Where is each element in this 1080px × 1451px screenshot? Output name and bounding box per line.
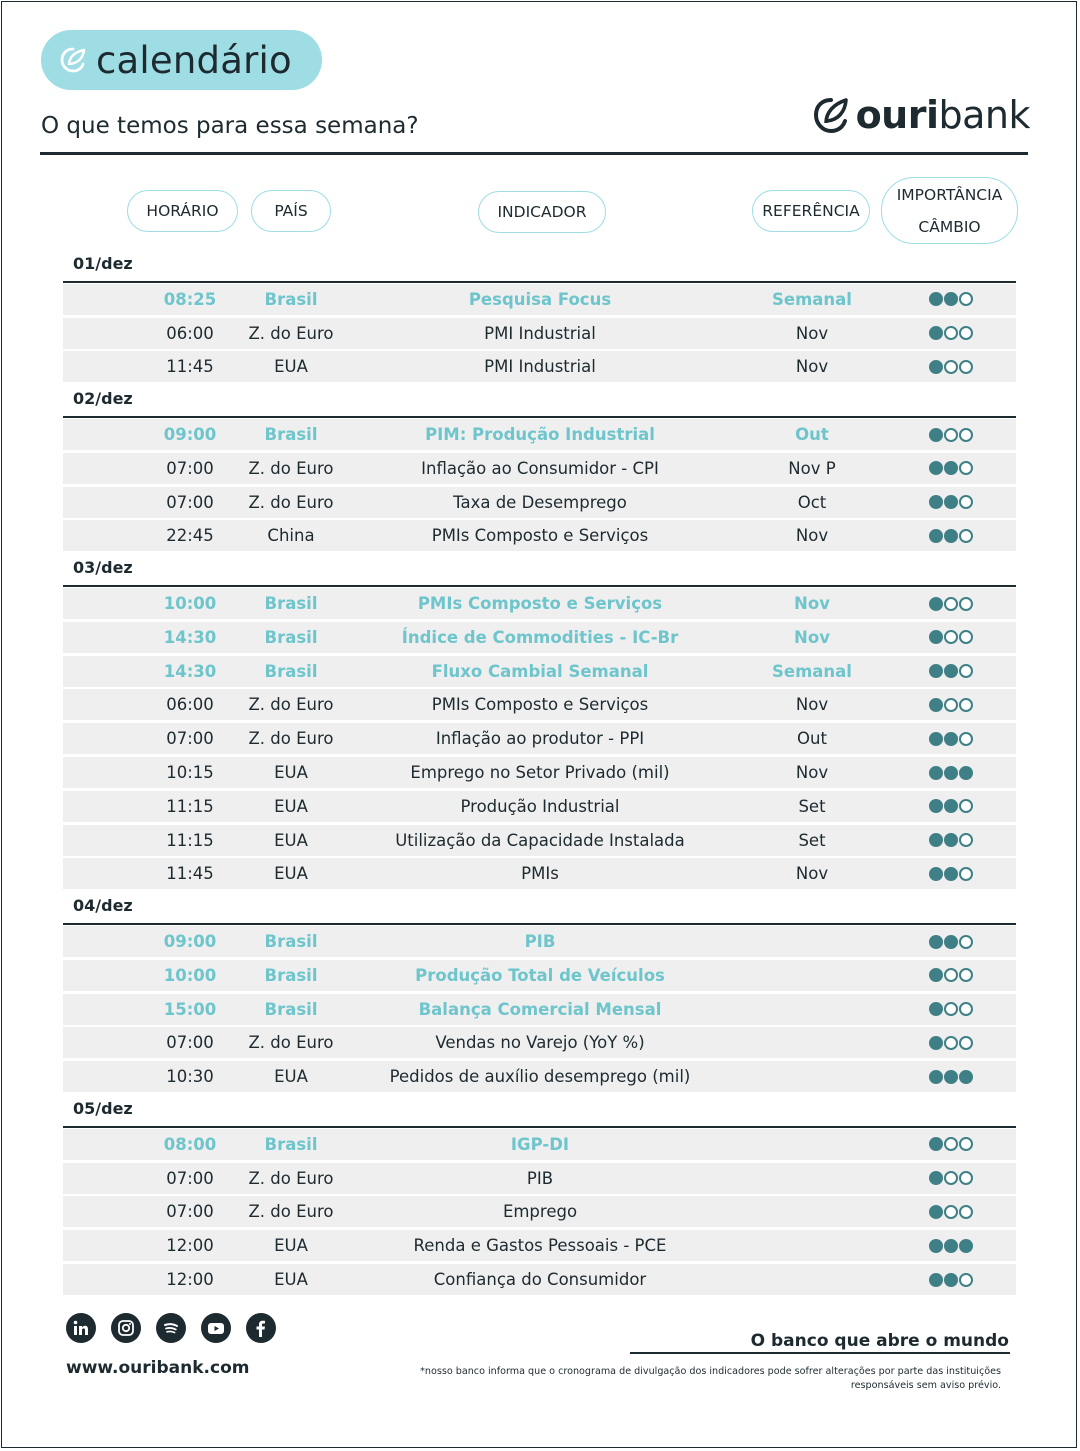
importance-dot-filled: [944, 935, 958, 949]
row-time: 10:15: [166, 763, 214, 782]
row-reference: [762, 1230, 862, 1261]
importance-dot-empty: [944, 698, 958, 712]
column-header-reference: REFERÊNCIA: [752, 190, 870, 232]
importance-dot-empty: [944, 630, 958, 644]
table-row: [63, 1196, 1016, 1227]
row-indicator: Inflação ao produtor - PPI: [435, 729, 645, 749]
row-reference: Nov: [795, 323, 829, 343]
row-indicator: PMIs Composto e Serviços: [431, 695, 649, 715]
importance-indicator: [921, 656, 981, 687]
importance-indicator: [921, 520, 981, 551]
row-time: 08:25: [163, 289, 217, 309]
row-time: 08:00: [163, 1134, 217, 1154]
page-title: calendário: [96, 38, 292, 82]
importance-dot-empty: [944, 597, 958, 611]
table-row: [63, 1027, 1016, 1058]
day-label: 01/dez: [73, 254, 133, 273]
day-divider: [63, 585, 1016, 587]
row-time: 07:00: [166, 1033, 214, 1053]
importance-dot-filled: [944, 867, 958, 881]
importance-dot-empty: [959, 1273, 973, 1287]
row-indicator: PMIs Composto e Serviços: [417, 594, 663, 613]
importance-dot-filled: [929, 732, 943, 746]
social-links: [66, 1313, 276, 1343]
row-reference: [762, 1264, 862, 1295]
row-time: 07:00: [166, 1168, 214, 1188]
importance-dot-filled: [944, 732, 958, 746]
importance-dot-empty: [959, 698, 973, 712]
row-indicator: Balança Comercial Mensal: [418, 999, 662, 1019]
instagram-icon[interactable]: [111, 1313, 141, 1343]
row-time: 10:00: [163, 965, 217, 985]
importance-dot-filled: [929, 1137, 943, 1151]
importance-indicator: [921, 487, 981, 518]
importance-dot-filled: [929, 1070, 943, 1084]
column-header-indicator: INDICADOR: [478, 191, 606, 233]
importance-dot-empty: [959, 360, 973, 374]
row-time: 07:00: [166, 1202, 214, 1222]
row-country: China: [267, 526, 315, 546]
day-divider: [63, 923, 1016, 925]
importance-dot-filled: [944, 1070, 958, 1084]
row-reference: Nov: [795, 695, 829, 715]
importance-dot-filled: [944, 1239, 958, 1253]
importance-indicator: [921, 284, 981, 315]
importance-indicator: [921, 858, 981, 889]
importance-indicator: [921, 1027, 981, 1058]
row-time: 11:45: [166, 357, 214, 377]
row-reference: Out: [795, 425, 829, 444]
brand-name-regular: bank: [938, 93, 1030, 137]
importance-dot-filled: [944, 529, 958, 543]
row-country: EUA: [274, 1270, 308, 1289]
importance-indicator: [921, 926, 981, 957]
importance-dot-filled: [929, 698, 943, 712]
column-header-importance: [881, 177, 1018, 244]
row-reference: Nov: [795, 357, 829, 377]
importance-dot-empty: [944, 326, 958, 340]
table-row: [63, 994, 1016, 1025]
importance-dot-empty: [959, 292, 973, 306]
row-indicator: Inflação ao Consumidor - CPI: [421, 458, 659, 478]
row-time: 06:00: [166, 695, 214, 715]
importance-dot-empty: [959, 1036, 973, 1050]
row-reference: [762, 1196, 862, 1227]
importance-indicator: [921, 689, 981, 720]
row-indicator: Emprego: [502, 1202, 578, 1222]
table-row: [63, 284, 1016, 315]
importance-indicator: [921, 960, 981, 991]
column-header-time: HORÁRIO: [127, 190, 238, 232]
importance-dot-empty: [959, 428, 973, 442]
table-row: [63, 858, 1016, 889]
importance-dot-empty: [959, 968, 973, 982]
row-country: Z. do Euro: [248, 729, 334, 749]
row-indicator: PIB: [526, 1168, 554, 1188]
day-divider: [63, 1126, 1016, 1128]
row-reference: Nov: [795, 763, 829, 782]
table-row: [63, 960, 1016, 991]
day-divider: [63, 281, 1016, 283]
importance-dot-empty: [959, 461, 973, 475]
row-indicator: PIB: [524, 932, 556, 951]
row-country: Brasil: [264, 1134, 318, 1154]
table-row: [63, 825, 1016, 856]
row-reference: Nov: [794, 594, 830, 613]
importance-indicator: [921, 588, 981, 619]
row-indicator: Taxa de Desemprego: [453, 492, 627, 512]
importance-dot-filled: [944, 799, 958, 813]
importance-dot-empty: [959, 597, 973, 611]
row-country: EUA: [274, 357, 308, 377]
importance-indicator: [921, 757, 981, 788]
table-row: [63, 1163, 1016, 1194]
row-indicator: Confiança do Consumidor: [433, 1270, 647, 1289]
row-indicator: Fluxo Cambial Semanal: [431, 661, 649, 681]
importance-dot-filled: [929, 1002, 943, 1016]
table-row: [63, 791, 1016, 822]
row-reference: [762, 926, 862, 957]
row-country: Brasil: [264, 289, 318, 309]
importance-dot-empty: [944, 1205, 958, 1219]
importance-indicator: [921, 825, 981, 856]
row-time: 12:00: [166, 1270, 214, 1289]
importance-dot-empty: [944, 1036, 958, 1050]
row-country: Z. do Euro: [248, 1168, 334, 1188]
row-time: 11:45: [166, 864, 214, 884]
row-time: 14:30: [163, 627, 217, 647]
row-country: Brasil: [264, 594, 318, 613]
row-time: 11:15: [166, 796, 214, 816]
row-reference: Nov: [795, 864, 829, 884]
table-row: [63, 1129, 1016, 1160]
importance-dot-empty: [959, 1171, 973, 1185]
row-indicator: Pesquisa Focus: [468, 289, 612, 309]
row-time: 14:30: [163, 661, 217, 681]
row-reference: [762, 1027, 862, 1058]
table-row: [63, 656, 1016, 687]
row-time: 07:00: [166, 492, 214, 512]
row-country: EUA: [274, 1236, 308, 1256]
footer-divider: [630, 1352, 1010, 1354]
importance-dot-filled: [929, 360, 943, 374]
importance-dot-empty: [944, 1137, 958, 1151]
table-row: [63, 520, 1016, 551]
row-indicator: Utilização da Capacidade Instalada: [395, 830, 685, 850]
importance-indicator: [921, 1129, 981, 1160]
row-country: EUA: [274, 830, 308, 850]
row-reference: Nov P: [788, 458, 836, 478]
importance-dot-filled: [929, 326, 943, 340]
row-country: Brasil: [264, 999, 318, 1019]
importance-indicator: [921, 723, 981, 754]
row-country: Brasil: [264, 661, 318, 681]
importance-indicator: [921, 622, 981, 653]
row-reference: Semanal: [772, 661, 852, 681]
importance-dot-filled: [929, 630, 943, 644]
row-indicator: Índice de Commodities - IC-Br: [401, 627, 679, 647]
table-row: [63, 419, 1016, 450]
importance-dot-filled: [944, 833, 958, 847]
importance-dot-filled: [929, 799, 943, 813]
importance-dot-empty: [959, 326, 973, 340]
table-row: [63, 588, 1016, 619]
row-time: 09:00: [163, 425, 217, 444]
brand-name-bold: ouri: [855, 93, 939, 137]
row-indicator: Emprego no Setor Privado (mil): [410, 763, 670, 782]
slogan: O banco que abre o mundo: [750, 1331, 1009, 1351]
brand-logo: [812, 93, 1030, 137]
youtube-icon[interactable]: [201, 1313, 231, 1343]
importance-indicator: [921, 1230, 981, 1261]
importance-dot-empty: [959, 935, 973, 949]
table-row: [63, 723, 1016, 754]
table-row: [63, 926, 1016, 957]
row-indicator: PIM: Produção Industrial: [425, 425, 655, 444]
importance-dot-empty: [944, 1002, 958, 1016]
row-country: Z. do Euro: [248, 1033, 334, 1053]
row-reference: Oct: [797, 492, 827, 512]
importance-dot-filled: [929, 292, 943, 306]
importance-dot-empty: [944, 360, 958, 374]
importance-dot-filled: [929, 529, 943, 543]
row-reference: [762, 1129, 862, 1160]
importance-dot-filled: [929, 1239, 943, 1253]
row-reference: Set: [798, 830, 826, 850]
row-reference: Semanal: [772, 289, 852, 309]
spotify-icon[interactable]: [156, 1313, 186, 1343]
importance-dot-empty: [959, 833, 973, 847]
leaf-icon: [58, 45, 88, 75]
row-reference: Nov: [795, 526, 829, 546]
row-reference: [762, 1061, 862, 1092]
table-row: [63, 689, 1016, 720]
calendar-title-pill: [41, 30, 322, 90]
importance-dot-filled: [929, 495, 943, 509]
column-header-importance-line1: IMPORTÂNCIA: [896, 185, 1003, 204]
importance-dot-filled: [929, 461, 943, 475]
row-time: 07:00: [166, 458, 214, 478]
importance-dot-filled: [929, 867, 943, 881]
row-reference: Out: [797, 729, 827, 749]
row-indicator: Pedidos de auxílio desemprego (mil): [389, 1067, 691, 1087]
importance-dot-empty: [959, 732, 973, 746]
importance-dot-empty: [944, 968, 958, 982]
row-time: 07:00: [166, 729, 214, 749]
table-row: [63, 453, 1016, 484]
importance-indicator: [921, 1196, 981, 1227]
day-divider: [63, 416, 1016, 418]
importance-dot-filled: [944, 461, 958, 475]
row-reference: [762, 994, 862, 1025]
importance-indicator: [921, 1163, 981, 1194]
row-indicator: PMI Industrial: [484, 323, 596, 343]
row-country: Z. do Euro: [248, 695, 334, 715]
facebook-icon[interactable]: [246, 1313, 276, 1343]
row-country: EUA: [274, 864, 308, 884]
website-link[interactable]: www.ouribank.com: [66, 1358, 250, 1378]
day-label: 03/dez: [73, 558, 133, 578]
importance-dot-empty: [959, 630, 973, 644]
importance-dot-filled: [929, 428, 943, 442]
importance-dot-empty: [959, 1137, 973, 1151]
importance-dot-empty: [959, 495, 973, 509]
row-country: Z. do Euro: [248, 1202, 334, 1222]
linkedin-icon[interactable]: [66, 1313, 96, 1343]
importance-indicator: [921, 318, 981, 349]
table-row: [63, 1264, 1016, 1295]
row-time: 12:00: [166, 1236, 214, 1256]
row-time: 09:00: [163, 932, 217, 951]
table-row: [63, 757, 1016, 788]
disclaimer: *nosso banco informa que o cronograma de divulgação dos indicadores pode sofrer alterações por parte das instituições responsáveis sem aviso prévio.: [420, 1366, 1001, 1391]
row-time: 11:15: [166, 830, 214, 850]
row-indicator: Vendas no Varejo (YoY %): [435, 1033, 645, 1053]
row-indicator: PMI Industrial: [484, 357, 596, 377]
row-country: Brasil: [264, 965, 318, 985]
importance-dot-empty: [959, 1205, 973, 1219]
importance-dot-filled: [959, 1070, 973, 1084]
importance-indicator: [921, 419, 981, 450]
table-row: [63, 622, 1016, 653]
importance-dot-filled: [929, 1273, 943, 1287]
importance-dot-empty: [959, 1002, 973, 1016]
importance-dot-filled: [944, 495, 958, 509]
row-country: Brasil: [264, 627, 318, 647]
table-row: [63, 1061, 1016, 1092]
row-country: Z. do Euro: [248, 492, 334, 512]
importance-dot-filled: [959, 766, 973, 780]
importance-dot-empty: [944, 1171, 958, 1185]
importance-dot-filled: [944, 664, 958, 678]
importance-indicator: [921, 791, 981, 822]
importance-dot-filled: [929, 935, 943, 949]
row-time: 22:45: [166, 526, 214, 546]
importance-dot-filled: [959, 1239, 973, 1253]
importance-dot-empty: [959, 529, 973, 543]
row-country: Z. do Euro: [248, 458, 334, 478]
importance-dot-empty: [944, 428, 958, 442]
row-reference: [762, 1163, 862, 1194]
row-reference: [762, 960, 862, 991]
row-time: 10:30: [166, 1067, 214, 1087]
row-indicator: Produção Total de Veículos: [415, 965, 665, 985]
day-label: 05/dez: [73, 1099, 133, 1118]
importance-dot-empty: [959, 799, 973, 813]
importance-dot-filled: [944, 292, 958, 306]
row-country: EUA: [274, 796, 308, 816]
importance-indicator: [921, 1264, 981, 1295]
row-indicator: PMIs: [521, 864, 559, 884]
importance-dot-filled: [929, 968, 943, 982]
importance-indicator: [921, 453, 981, 484]
day-label: 02/dez: [73, 389, 133, 409]
importance-dot-filled: [929, 766, 943, 780]
column-header-importance-line2: CÂMBIO: [918, 217, 981, 236]
row-country: EUA: [274, 763, 308, 782]
importance-indicator: [921, 1061, 981, 1092]
importance-dot-filled: [929, 1205, 943, 1219]
row-indicator: Renda e Gastos Pessoais - PCE: [413, 1236, 667, 1256]
row-indicator: PMIs Composto e Serviços: [431, 526, 649, 546]
row-time: 10:00: [163, 594, 217, 613]
row-reference: Set: [798, 796, 826, 816]
page-subtitle: O que temos para essa semana?: [41, 113, 419, 139]
row-indicator: IGP-DI: [510, 1134, 570, 1154]
row-country: Z. do Euro: [248, 323, 334, 343]
table-row: [63, 1230, 1016, 1261]
importance-dot-filled: [944, 766, 958, 780]
row-time: 15:00: [163, 999, 217, 1019]
importance-dot-filled: [929, 1171, 943, 1185]
column-header-country: PAÍS: [251, 190, 331, 232]
row-country: Brasil: [264, 425, 318, 444]
importance-dot-filled: [929, 833, 943, 847]
row-indicator: Produção Industrial: [460, 796, 620, 816]
importance-dot-empty: [959, 867, 973, 881]
row-country: EUA: [274, 1067, 308, 1087]
row-reference: Nov: [794, 627, 830, 647]
table-row: [63, 318, 1016, 349]
importance-dot-empty: [959, 664, 973, 678]
importance-dot-filled: [929, 597, 943, 611]
importance-dot-filled: [929, 664, 943, 678]
importance-indicator: [921, 351, 981, 382]
row-time: 06:00: [166, 323, 214, 343]
day-label: 04/dez: [73, 896, 133, 916]
header-divider: [40, 152, 1028, 155]
table-row: [63, 351, 1016, 382]
brand-leaf-icon: [812, 94, 850, 136]
table-row: [63, 487, 1016, 518]
importance-indicator: [921, 994, 981, 1025]
importance-dot-filled: [944, 1273, 958, 1287]
importance-dot-filled: [929, 1036, 943, 1050]
row-country: Brasil: [264, 932, 318, 951]
